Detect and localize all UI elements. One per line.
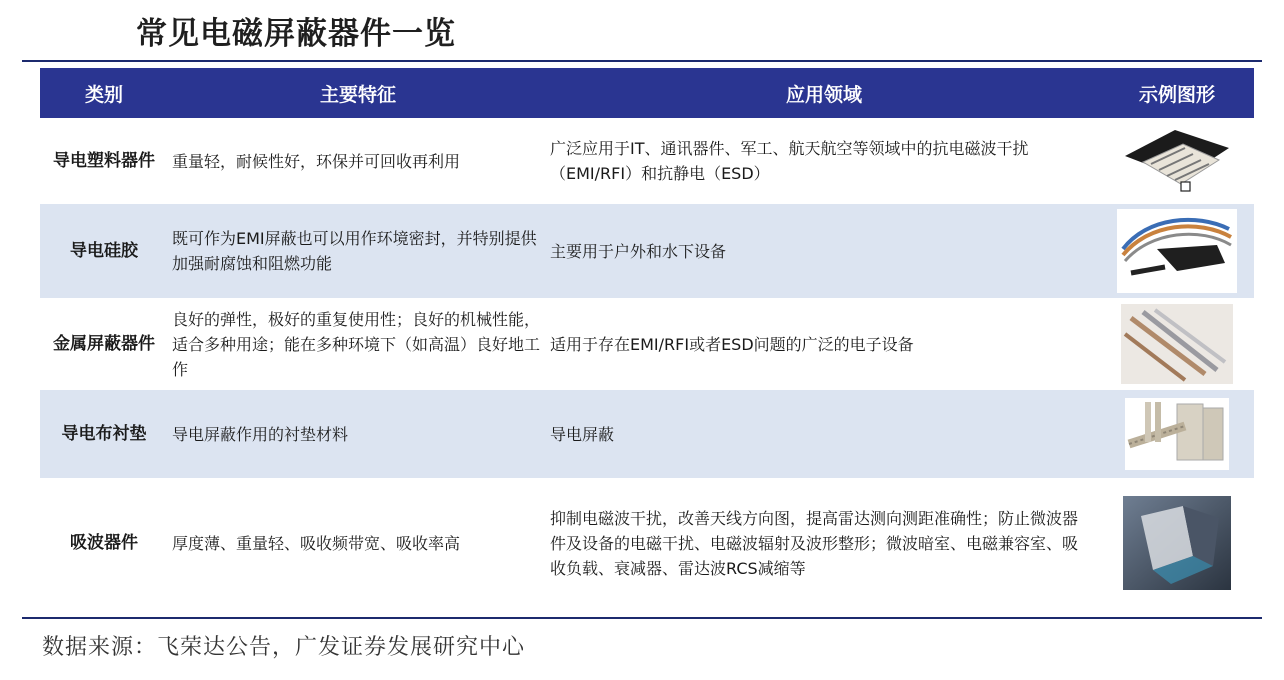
row-application: 主要用于户外和水下设备 — [550, 241, 727, 261]
header-application: 应用领域 — [785, 83, 862, 106]
row-example-image — [1100, 304, 1254, 384]
row-category: 金属屏蔽器件 — [53, 333, 155, 354]
table-row — [40, 390, 1254, 478]
row-application: 导电屏蔽 — [550, 424, 615, 444]
row-application: 广泛应用于IT、通讯器件、军工、航天航空等领域中的抗电磁波干扰（EMI/RFI）和抗静电（ESD） — [550, 139, 1029, 183]
absorber-image — [1123, 496, 1231, 590]
row-application: 抑制电磁波干扰，改善天线方向图，提高雷达测向测距准确性；防止微波器件及设备的电磁干扰、电磁波辐射及波形整形；微波暗室、电磁兼容室、吸收负载、衰减器、雷达波RCS减缩等 — [550, 508, 1079, 578]
table-row — [40, 118, 1254, 204]
row-application: 适用于存在EMI/RFI或者ESD问题的广泛的电子设备 — [550, 334, 914, 354]
row-example-image — [1100, 209, 1254, 293]
row-category: 导电布衬垫 — [61, 423, 147, 444]
header-feature: 主要特征 — [319, 83, 396, 106]
page-title: 常见电磁屏蔽器件一览 — [136, 16, 456, 52]
conductive-fabric-image — [1125, 398, 1229, 470]
device-table — [40, 68, 1254, 608]
row-feature: 既可作为EMI屏蔽也可以用作环境密封，并特别提供加强耐腐蚀和阻燃功能 — [172, 229, 537, 273]
conductive-plastic-image — [1123, 126, 1231, 196]
title-divider — [22, 60, 1262, 62]
row-feature: 厚度薄、重量轻、吸收频带宽、吸收率高 — [172, 533, 461, 553]
metal-shielding-image — [1121, 304, 1233, 384]
row-example-image — [1100, 126, 1254, 196]
table-header — [40, 68, 1254, 118]
row-category: 导电塑料器件 — [53, 150, 155, 171]
table-row — [40, 204, 1254, 298]
table-row — [40, 298, 1254, 390]
row-category: 导电硅胶 — [70, 240, 138, 261]
bottom-divider — [22, 617, 1262, 619]
row-example-image — [1100, 496, 1254, 590]
conductive-silicone-image — [1117, 209, 1237, 293]
row-feature: 良好的弹性，极好的重复使用性；良好的机械性能，适合多种用途；能在多种环境下（如高温）良好地工作 — [172, 309, 541, 379]
row-feature: 导电屏蔽作用的衬垫材料 — [172, 424, 349, 444]
header-example: 示例图形 — [1138, 83, 1215, 106]
row-example-image — [1100, 398, 1254, 470]
table-row — [40, 478, 1254, 608]
row-feature: 重量轻，耐候性好，环保并可回收再利用 — [172, 151, 461, 171]
header-category: 类别 — [84, 83, 123, 106]
source-note: 数据来源：飞荣达公告，广发证券发展研究中心 — [42, 635, 526, 660]
row-category: 吸波器件 — [70, 532, 138, 553]
